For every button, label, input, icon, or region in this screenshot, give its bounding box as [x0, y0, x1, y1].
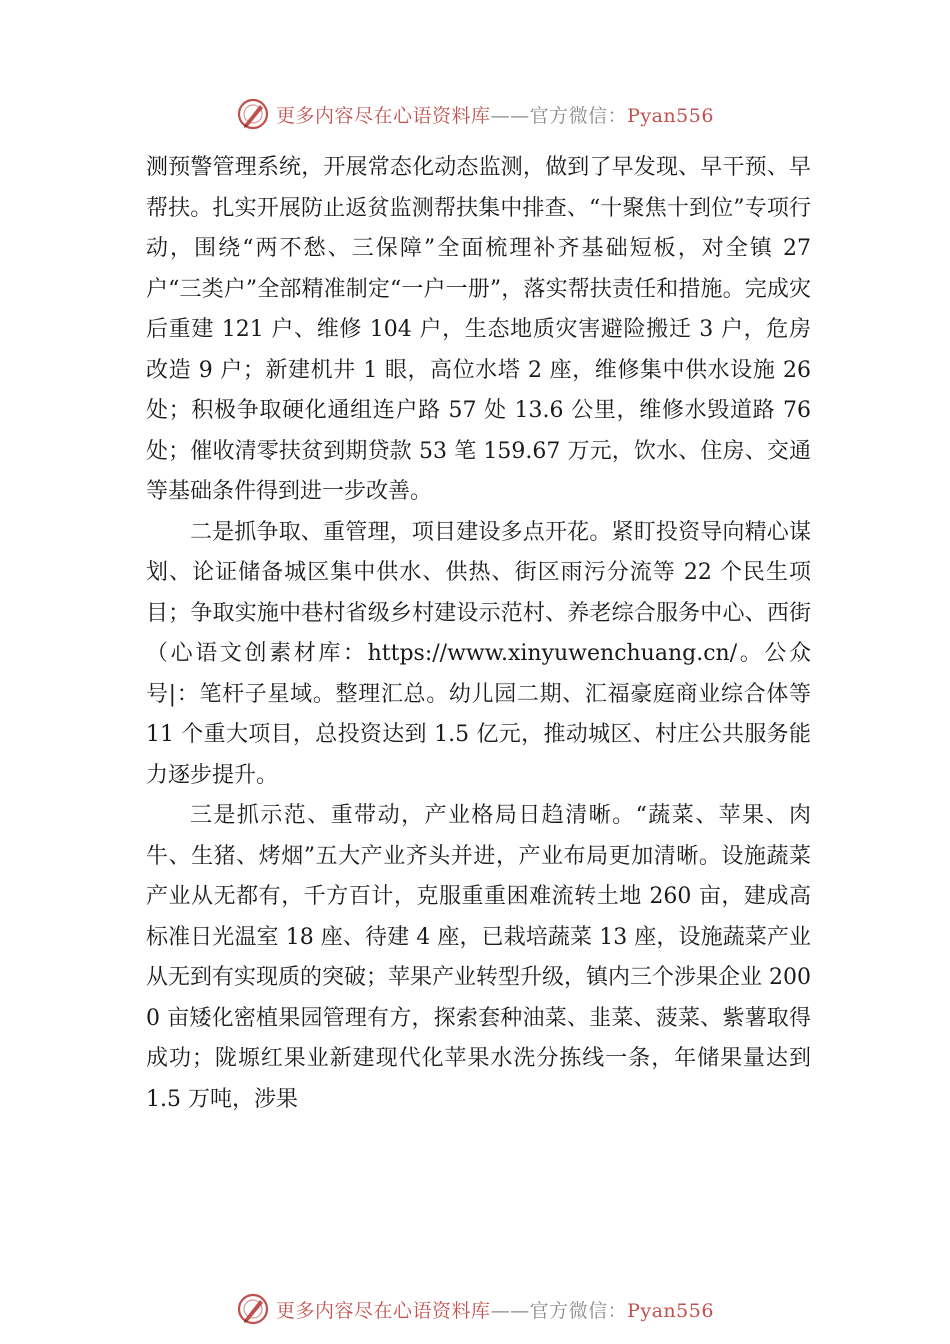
pen-logo-icon — [236, 1292, 270, 1326]
pen-logo-icon — [236, 97, 270, 131]
paragraph-2: 二是抓争取、重管理，项目建设多点开花。紧盯投资导向精心谋划、论证储备城区集中供水、供热、街区雨污分流等 22 个民生项目；争取实施中巷村省级乡村建设示范村、养老综合服务中心、西街（心语文创素材库：https://www.xinyuwenchuang.cn/。公众号|：笔杆子星域。整理汇总。幼儿园二期、汇福豪庭商业综合体等 11 个重大项目，总投资达到 1.5 亿元，推动城区、村庄公共服务能力逐步提升。 — [146, 519, 811, 788]
paragraph-1: 测预警管理系统，开展常态化动态监测，做到了早发现、早干预、早帮扶。扎实开展防止返贫监测帮扶集中排查、“十聚焦十到位”专项行动，围绕“两不愁、三保障”全面梳理补齐基础短板，对全镇 27 户“三类户”全部精准制定“一户一册”，落实帮扶责任和措施。完成灾后重建 121 户、维修 104 户，生态地质灾害避险搬迁 3 户，危房改造 9 户；新建机井 1 眼，高位水塔 2 座，维修集中供水设施 26 处；积极争取硬化通组连户路 57 处 13.6 公里，维修水毁道路 76 处；催收清零扶贫到期贷款 53 笔 159.67 万元，饮水、住房、交通等基础条件得到进一步改善。 — [146, 155, 811, 504]
header-watermark — [0, 94, 950, 134]
document-body — [146, 148, 811, 1120]
watermark-text: 更多内容尽在心语资料库——官方微信：Pyan556 — [276, 1299, 714, 1322]
paragraph-3: 三是抓示范、重带动，产业格局日趋清晰。“蔬菜、苹果、肉牛、生猪、烤烟”五大产业齐头并进，产业布局更加清晰。设施蔬菜产业从无都有，千方百计，克服重重困难流转土地 260 亩，建成高标准日光温室 18 座、待建 4 座，已栽培蔬菜 13 座，设施蔬菜产业从无到有实现质的突破；苹果产业转型升级，镇内三个涉果企业 2000 亩矮化密植果园管理有方，探索套种油菜、韭菜、菠菜、紫薯取得成功；陇塬红果业新建现代化苹果水洗分拣线一条，年储果量达到 1.5 万吨，涉果 — [146, 803, 811, 1112]
watermark-text: 更多内容尽在心语资料库——官方微信：Pyan556 — [276, 104, 714, 127]
footer-watermark — [0, 1289, 950, 1329]
